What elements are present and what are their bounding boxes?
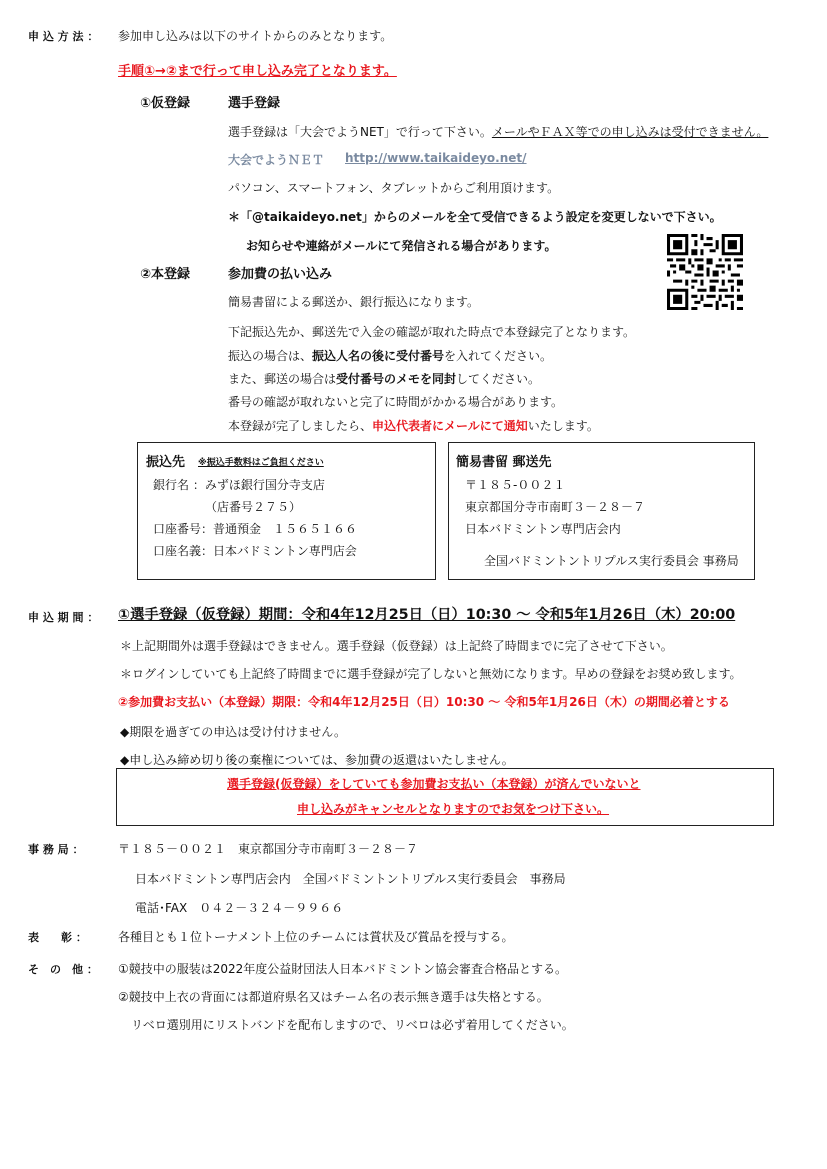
step2-line3: 振込の場合は、振込人名の後に受付番号を入れてください。 — [228, 349, 553, 363]
period-label: 申 込 期 間 ： — [28, 611, 99, 624]
award-label: 表 彰 ： — [28, 931, 87, 944]
bank-branch: （店番号２７５） — [205, 500, 302, 514]
mail-box-title: 簡易書留 郵送先 — [456, 455, 552, 470]
deadline-note2: ◆申し込み締め切り後の棄権については、参加費の返還はいたしません。 — [120, 753, 514, 767]
other-label: そ の 他 ： — [28, 963, 98, 976]
site-name: 大会でようＮＥＴ — [228, 153, 325, 167]
warning-line2: 申し込みがキャンセルとなりますのでお気をつけ下さい。 — [297, 802, 610, 816]
application-intro: 参加申し込みは以下のサイトからのみとなります。 — [118, 29, 393, 43]
steps-note: 手順①→②まで行って申し込み完了となります。 — [118, 64, 397, 79]
other-item2: ②競技中上衣の背面には都道府県名又はチーム名の表示無き選手は失格とする。 — [118, 990, 549, 1004]
step2-line6: 本登録が完了しましたら、申込代表者にメールにて通知いたします。 — [228, 419, 599, 433]
period-note1: ＊上記期間外は選手登録はできません。選手登録（仮登録）は上記終了時間までに完了させて下さい。 — [120, 639, 673, 653]
period-note2: ＊ログインしていても上記終了時間までに選手登録が完了しないと無効になります。早めの登録をお奨め致します。 — [120, 667, 742, 681]
bank-box-title: 振込先 — [146, 455, 186, 470]
bank-account: 口座番号：普通預金 １５６５１６６ — [153, 522, 358, 536]
mail-org: 日本バドミントン専門店会内 — [465, 522, 621, 536]
mail-address: 東京都国分寺市南町３－２８－７ — [465, 500, 646, 514]
office-address: 〒１８５－００２１ 東京都国分寺市南町３－２８－７ — [118, 842, 419, 856]
step2-line1: 簡易書留による郵送か、銀行振込になります。 — [228, 295, 480, 309]
step1-mail-note2: お知らせや連絡がメールにて発信される場合があります。 — [246, 239, 557, 253]
site-url-link[interactable]: http://www.taikaideyo.net/ — [345, 151, 527, 165]
deadline-note1: ◆期限を過ぎての申込は受け付けません。 — [120, 725, 346, 739]
office-org: 日本バドミントン専門店会内 全国バドミントントリプルス実行委員会 事務局 — [135, 872, 566, 886]
step1-number: ①仮登録 — [140, 96, 191, 111]
award-text: 各種目とも１位トーナメント上位のチームには賞状及び賞品を授与する。 — [118, 930, 514, 944]
step2-title: 参加費の払い込み — [228, 267, 333, 282]
step1-line1: 選手登録は「大会でようNET」で行って下さい。メールやＦＡＸ等での申し込みは受付できません。 — [228, 125, 769, 139]
other-item3: リベロ選別用にリストバンドを配布しますので、リベロは必ず着用してください。 — [131, 1018, 574, 1032]
bank-holder: 口座名義：日本バドミントン専門店会 — [153, 544, 357, 558]
office-label: 事 務 局 ： — [28, 843, 84, 856]
bank-box-note: ※振込手数料はご負担ください — [198, 458, 324, 468]
step2-line5: 番号の確認が取れないと完了に時間がかかる場合があります。 — [228, 395, 564, 409]
office-tel: 電話･FAX ０４２－３２４－９９６６ — [135, 901, 344, 915]
step2-line4: また、郵送の場合は受付番号のメモを同封してください。 — [228, 372, 541, 386]
step2-line2: 下記振込先か、郵送先で入金の確認が取れた時点で本登録完了となります。 — [228, 325, 636, 339]
step1-title: 選手登録 — [228, 96, 281, 111]
bank-name: 銀行名 ：みずほ銀行国分寺支店 — [153, 478, 325, 492]
step1-mail-note: ＊「@taikaideyo.net」からのメールを全て受信できるよう設定を変更しないで下さい。 — [228, 210, 722, 224]
mail-zip: 〒１８５-００２１ — [465, 478, 566, 492]
warning-line1: 選手登録(仮登録）をしていても参加費お支払い（本登録）が済んでいないと — [227, 777, 641, 791]
step2-number: ②本登録 — [140, 267, 191, 282]
mail-committee: 全国バドミントントリプルス実行委員会 事務局 — [484, 554, 739, 568]
payment-deadline: ②参加費お支払い（本登録）期限：令和4年12月25日（日）10:30 ～ 令和5年1月26日（木）の期間必着とする — [118, 695, 730, 709]
step1-devices: パソコン、スマートフォン、タブレットからご利用頂けます。 — [228, 181, 560, 195]
application-label: 申 込 方 法 ： — [28, 30, 99, 43]
qr-code[interactable] — [667, 234, 743, 310]
other-item1: ①競技中の服装は2022年度公益財団法人日本バドミントン協会審査合格品とする。 — [118, 962, 568, 976]
period-headline: ①選手登録（仮登録）期間：令和4年12月25日（日）10:30 ～ 令和5年1月26日（木）20:00 — [118, 607, 736, 623]
